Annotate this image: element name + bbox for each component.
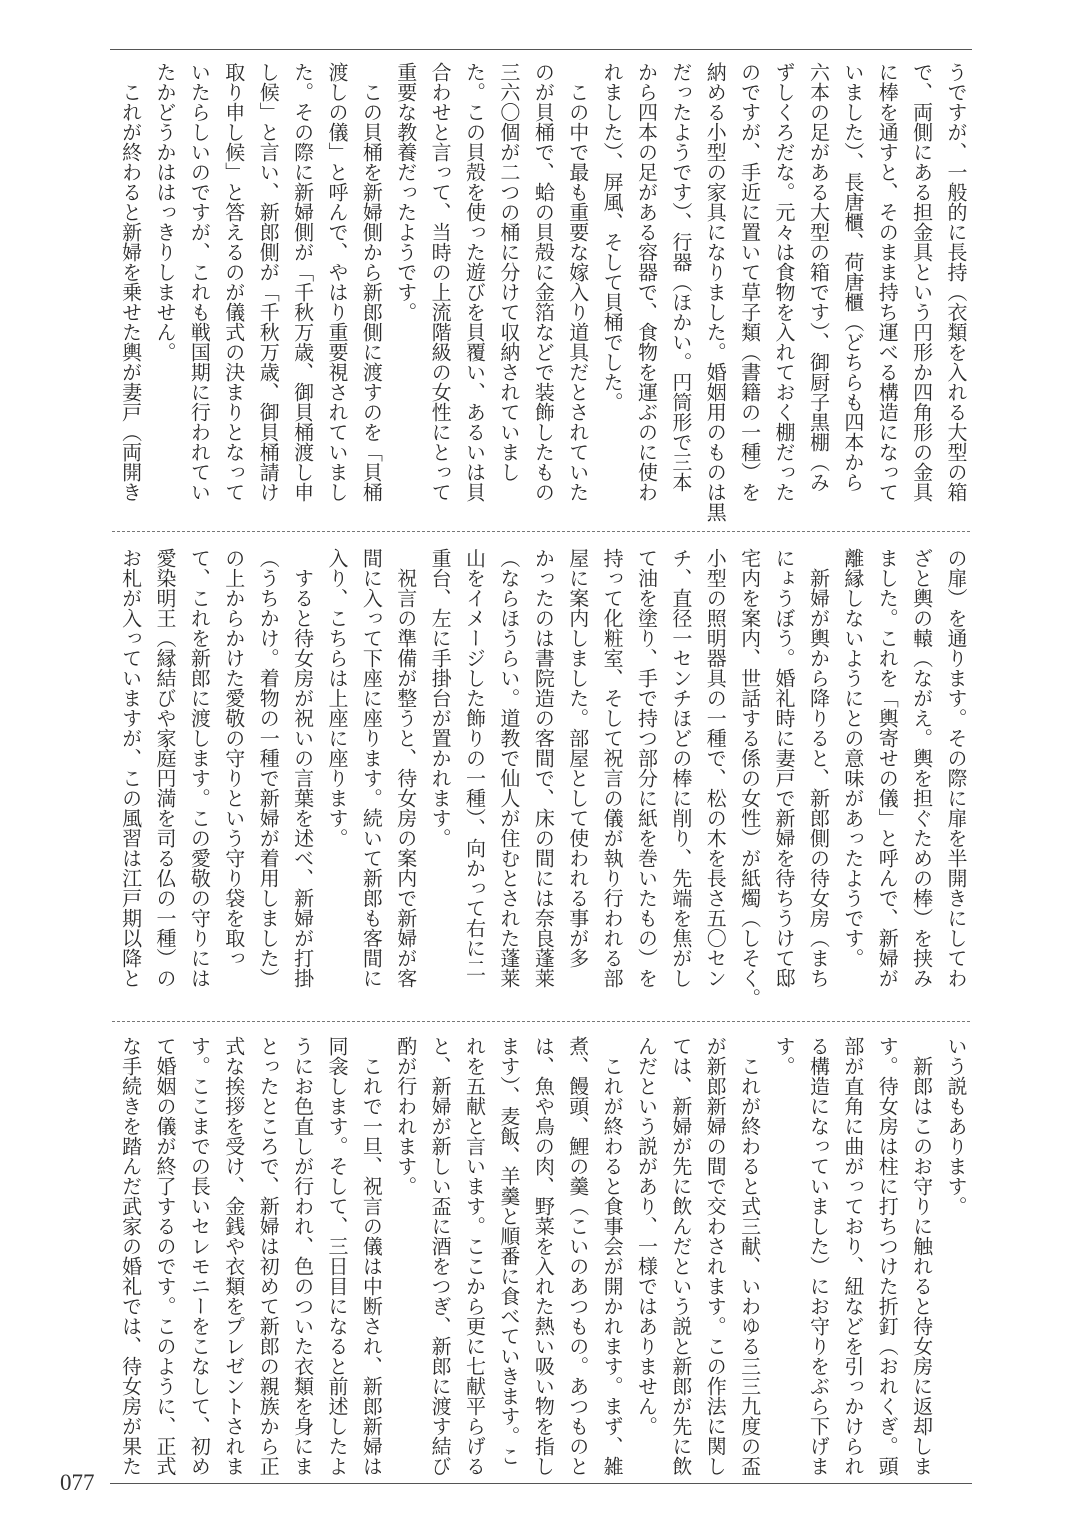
text-column: これで一旦、祝言の儀は中断され、新郎新婦は bbox=[359, 1036, 384, 1476]
text-column: 間に入って下座に座ります。続いて新郎も客間に bbox=[359, 548, 384, 988]
text-tier-1 bbox=[113, 62, 973, 524]
text-column: お札が入っていますが、この風習は江戸期以降と bbox=[118, 548, 143, 988]
text-column: 愛染明王（縁結びや家庭円満を司る仏の一種）の bbox=[153, 548, 178, 988]
text-column: 酌が行われます。 bbox=[393, 1036, 418, 1196]
text-column: 渡しの儀」と呼んで、やはり重要視されていまし bbox=[324, 62, 349, 502]
text-column: 同衾します。そして、三日目になると前述したよ bbox=[324, 1036, 349, 1476]
text-tier-2 bbox=[113, 548, 973, 1010]
text-column: す。 bbox=[772, 1036, 797, 1076]
text-tier-3 bbox=[113, 1036, 973, 1482]
text-column: すると待女房が祝いの言葉を述べ、新婦が打掛 bbox=[290, 548, 315, 988]
text-column: うにお色直しが行われ、色のついた衣類を身にま bbox=[290, 1036, 315, 1476]
text-column: （うちかけ。着物の一種で新婦が着用しました） bbox=[256, 548, 281, 988]
text-column: 納める小型の家具になりました。婚姻用のものは黒 bbox=[703, 62, 728, 522]
text-column: いう説もあります。 bbox=[944, 1036, 968, 1216]
text-column: 新婦が輿から降りると、新郎側の待女房（まち bbox=[806, 548, 831, 988]
text-column: ざと輿の轅（ながえ。輿を担ぐための棒）を挟み bbox=[909, 548, 934, 988]
text-column: 重要な教養だったようです。 bbox=[393, 62, 418, 322]
text-column: れました）、屏風、そして貝桶でした。 bbox=[600, 62, 625, 412]
text-column: から四本の足がある容器で、食物を運ぶのに使わ bbox=[634, 62, 659, 502]
text-column: 部が直角に曲がっており、紐などを引っかけられ bbox=[840, 1036, 865, 1476]
bottom-rule bbox=[110, 1483, 972, 1484]
text-column: うですが、一般的に長持（衣類を入れる大型の箱 bbox=[944, 62, 968, 502]
text-column: ずしくろだな。元々は食物を入れておく棚だった bbox=[772, 62, 797, 502]
text-column: いたらしいのですが、これも戦国期に行われてい bbox=[187, 62, 212, 502]
text-column: （ならほうらい。道教で仙人が住むとされた蓬莱 bbox=[496, 548, 521, 988]
text-column: 山をイメージした飾りの一種）、向かって右に二 bbox=[462, 548, 487, 978]
text-column: 祝言の準備が整うと、待女房の案内で新婦が客 bbox=[393, 548, 418, 988]
text-column: ました。これを「輿寄せの儀」と呼んで、新婦が bbox=[875, 548, 900, 988]
text-column: 煮、饅頭、鯉の羹（こいのあつもの。あつものと bbox=[565, 1036, 590, 1476]
text-column: と、新婦が新しい盃に酒をつぎ、新郎に渡す結び bbox=[428, 1036, 453, 1476]
text-column: この中で最も重要な嫁入り道具だとされていた bbox=[565, 62, 590, 502]
text-column: 重台、左に手掛台が置かれます。 bbox=[428, 548, 453, 848]
text-column: 持って化粧室、そして祝言の儀が執り行われる部 bbox=[600, 548, 625, 988]
text-column: これが終わると式三献、いわゆる三三九度の盃 bbox=[737, 1036, 762, 1476]
text-column: チ、直径一センチほどの棒に削り、先端を焦がし bbox=[668, 548, 693, 988]
text-column: で、両側にある担金具という円形か四角形の金具 bbox=[909, 62, 934, 502]
text-column: かったのは書院造の客間で、床の間には奈良蓬莱 bbox=[531, 548, 556, 988]
text-column: な手続きを踏んだ武家の婚礼では、待女房が果た bbox=[118, 1036, 143, 1476]
text-column: とったところで、新婦は初めて新郎の親族から正 bbox=[256, 1036, 281, 1476]
text-column: れを五献と言います。ここから更に七献平らげる bbox=[462, 1036, 487, 1476]
text-column: の扉）を通ります。その際に扉を半開きにしてわ bbox=[944, 548, 968, 988]
text-column: 新郎はこのお守りに触れると待女房に返却しま bbox=[909, 1036, 934, 1476]
text-column: のが貝桶で、蛤の貝殻に金箔などで装飾したもの bbox=[531, 62, 556, 502]
text-column: この貝桶を新婦側から新郎側に渡すのを「貝桶 bbox=[359, 62, 384, 502]
text-column: にょうぼう。婚礼時に妻戸で新婦を待ちうけて邸 bbox=[772, 548, 797, 988]
text-column: 離縁しないようにとの意味があったようです。 bbox=[840, 548, 865, 968]
text-column: ます）、麦飯、羊羹と順番に食べていきます。こ bbox=[496, 1036, 521, 1466]
text-column: て、これを新郎に渡します。この愛敬の守りには bbox=[187, 548, 212, 988]
text-column: んだという説があり、一様ではありません。 bbox=[634, 1036, 659, 1436]
text-column: 式な挨拶を受け、金銭や衣類をプレゼントされま bbox=[221, 1036, 246, 1476]
text-column: 入り、こちらは上座に座ります。 bbox=[324, 548, 349, 848]
page-number: 077 bbox=[60, 1470, 95, 1495]
text-column: る構造になっていました）にお守りをぶら下げま bbox=[806, 1036, 831, 1476]
text-column: これが終わると新婦を乗せた輿が妻戸（両開き bbox=[118, 62, 143, 502]
text-column: これが終わると食事会が開かれます。まず、雑 bbox=[600, 1036, 625, 1476]
text-column: は、魚や鳥の肉、野菜を入れた熱い吸い物を指し bbox=[531, 1036, 556, 1476]
text-column: し候」と言い、新郎側が「千秋万歳、御貝桶請け bbox=[256, 62, 281, 502]
text-column: て婚姻の儀が終了するのです。このように、正式 bbox=[153, 1036, 178, 1476]
top-rule bbox=[110, 49, 972, 50]
text-column: 三六〇個が二つの桶に分けて収納されていまし bbox=[496, 62, 521, 482]
text-column: たかどうかははっきりしません。 bbox=[153, 62, 178, 362]
text-column: す。待女房は柱に打ちつけた折釘（おれくぎ。頭 bbox=[875, 1036, 900, 1476]
text-column: た。この貝殻を使った遊びを貝覆い、あるいは貝 bbox=[462, 62, 487, 502]
text-column: の上からかけた愛敬の守りという守り袋を取っ bbox=[221, 548, 246, 968]
text-column: す。ここまでの長いセレモニーをこなして、初め bbox=[187, 1036, 212, 1476]
text-column: 小型の照明器具の一種で、松の木を長さ五〇セン bbox=[703, 548, 728, 988]
tier-divider bbox=[112, 1021, 970, 1022]
tier-divider bbox=[112, 531, 970, 532]
text-column: が新郎新婦の間で交わされます。この作法に関し bbox=[703, 1036, 728, 1476]
text-column: て油を塗り、手で持つ部分に紙を巻いたもの）を bbox=[634, 548, 659, 988]
text-column: 六本の足がある大型の箱です）、御厨子黒棚（み bbox=[806, 62, 831, 492]
text-column: 宅内を案内、世話する係の女性）が紙燭（しそく。 bbox=[737, 548, 762, 1008]
text-column: いました）、長唐櫃、荷唐櫃（どちらも四本から bbox=[840, 62, 865, 492]
text-column: 屋に案内しました。部屋として使われる事が多 bbox=[565, 548, 590, 968]
text-column: だったようです）、行器（ほかい。円筒形で三本 bbox=[668, 62, 693, 492]
text-column: 合わせと言って、当時の上流階級の女性にとって bbox=[428, 62, 453, 502]
text-column: に棒を通すと、そのまま持ち運べる構造になって bbox=[875, 62, 900, 502]
text-column: ては、新婦が先に飲んだという説と新郎が先に飲 bbox=[668, 1036, 693, 1476]
text-column: 取り申し候」と答えるのが儀式の決まりとなって bbox=[221, 62, 246, 502]
text-column: のですが、手近に置いて草子類（書籍の一種）を bbox=[737, 62, 762, 502]
text-column: た。その際に新婦側が「千秋万歳、御貝桶渡し申 bbox=[290, 62, 315, 502]
